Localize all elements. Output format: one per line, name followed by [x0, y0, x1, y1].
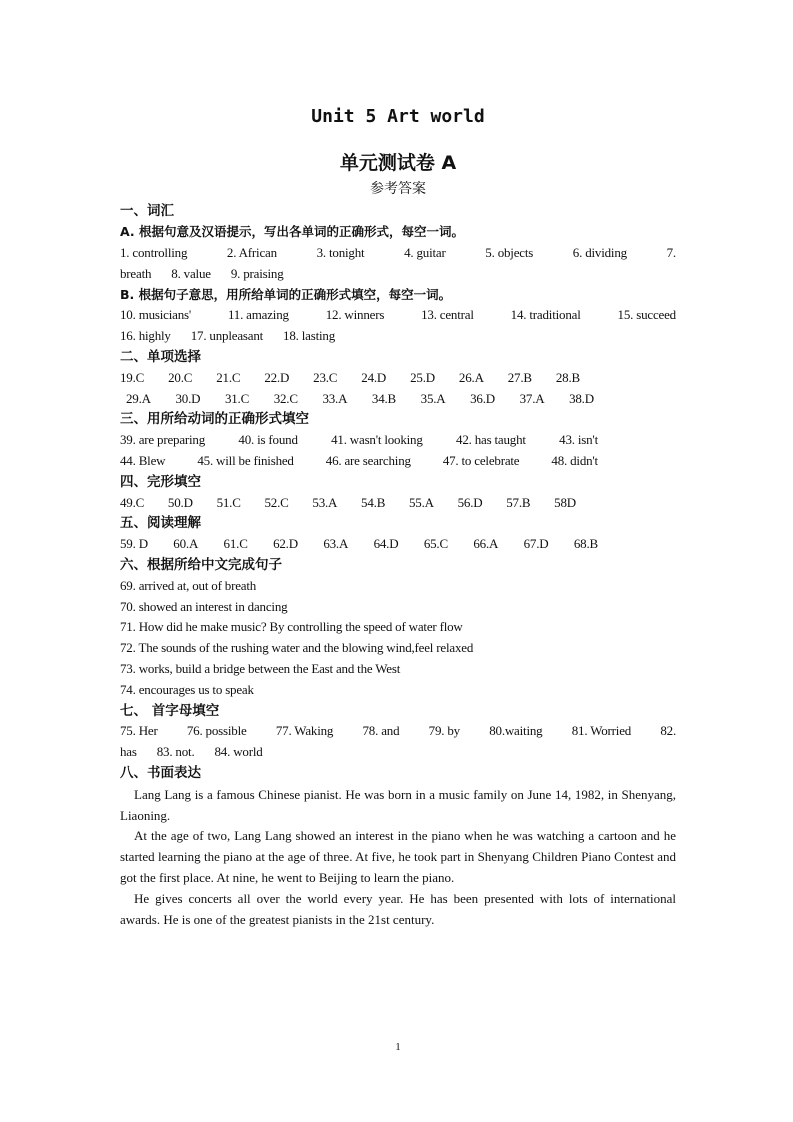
answer-item: 50.D: [167, 495, 193, 510]
answer-item: 10. musicians': [120, 307, 192, 322]
answer-item: 75. Her: [120, 723, 158, 738]
answer-line: 74. encourages us to speak: [120, 682, 254, 697]
answer-row: [120, 493, 576, 513]
answer-row: [120, 742, 676, 762]
answer-item: 84. world: [214, 744, 263, 759]
answer-item: 24.D: [361, 370, 387, 385]
answer-item: 81. Worried: [571, 723, 632, 738]
section-heading-multiple-choice: 二、单项选择: [120, 349, 201, 365]
answer-item: 49.C: [120, 495, 145, 510]
answer-row: [120, 721, 676, 741]
answer-item: 61.C: [223, 536, 248, 551]
answer-item: 5. objects: [485, 245, 534, 260]
answer-row: [120, 305, 676, 325]
answer-item: 64.D: [373, 536, 399, 551]
answer-item: breath: [120, 266, 152, 281]
answer-item: 34.B: [371, 391, 397, 406]
answer-item: 8. value: [171, 266, 211, 281]
answer-item: 79. by: [428, 723, 460, 738]
answer-row: [120, 451, 598, 471]
answer-item: 68.B: [573, 536, 598, 551]
answer-line: 69. arrived at, out of breath: [120, 578, 257, 593]
answer-item: 42. has taught: [456, 432, 526, 447]
answer-item: 40. is found: [238, 432, 298, 447]
answer-line: 70. showed an interest in dancing: [120, 599, 288, 614]
answer-item: 7.: [666, 245, 676, 260]
answer-item: 48. didn't: [551, 453, 598, 468]
answer-item: 19.C: [120, 370, 145, 385]
subsection-heading-b: B. 根据句子意思，用所给单词的正确形式填空，每空一词。: [120, 287, 452, 302]
answer-item: 6. dividing: [572, 245, 627, 260]
page-number: 1: [395, 1041, 401, 1053]
answer-item: 46. are searching: [325, 453, 411, 468]
answer-item: 15. succeed: [617, 307, 676, 322]
answer-item: 44. Blew: [120, 453, 166, 468]
answer-item: 66.A: [473, 536, 499, 551]
answer-item: 25.D: [410, 370, 435, 385]
answer-item: 13. central: [421, 307, 474, 322]
answer-item: 47. to celebrate: [442, 453, 520, 468]
section-heading-verb-forms: 三、用所给动词的正确形式填空: [120, 411, 309, 427]
answer-item: 62.D: [273, 536, 298, 551]
answer-item: 67.D: [523, 536, 549, 551]
answer-item: 33.A: [322, 391, 348, 406]
section-heading-translation: 六、根据所给中文完成句子: [120, 557, 282, 573]
answer-item: 29.A: [126, 391, 151, 406]
answer-item: 60.A: [173, 536, 199, 551]
answer-item: 41. wasn't looking: [331, 432, 423, 447]
essay-paragraph: Lang Lang is a famous Chinese pianist. He was born in a music family on June 14, 1982, in Shenyang, Liaoning.: [120, 787, 676, 823]
answer-item: 1. controlling: [120, 245, 188, 260]
answer-item: 32.C: [273, 391, 298, 406]
answer-item: 30.D: [175, 391, 201, 406]
answer-item: 55.A: [408, 495, 434, 510]
answer-item: 45. will be finished: [197, 453, 294, 468]
answer-item: 31.C: [224, 391, 250, 406]
answer-item: 82.: [660, 723, 676, 738]
answer-item: 17. unpleasant: [190, 328, 264, 343]
answer-row: [120, 534, 598, 554]
answer-item: 14. traditional: [510, 307, 581, 322]
answer-item: 3. tonight: [316, 245, 365, 260]
answer-item: 26.A: [458, 370, 484, 385]
answer-item: 23.C: [313, 370, 338, 385]
answer-item: 76. possible: [186, 723, 247, 738]
answer-item: 58D: [554, 495, 576, 510]
essay-paragraph: At the age of two, Lang Lang showed an interest in the piano when he was watching a cartoon and he started learning the piano at the age of three. At five, he took part in Shenyang Children Piano Contest and got the first place. At nine, he went to Beijing to learn the piano.: [120, 828, 676, 885]
answer-item: 51.C: [216, 495, 241, 510]
answer-item: 78. and: [362, 723, 400, 738]
answer-row: [120, 368, 580, 388]
answer-line: 73. works, build a bridge between the East and the West: [120, 661, 401, 676]
section-heading-cloze: 四、完形填空: [120, 474, 201, 490]
answer-item: 27.B: [507, 370, 532, 385]
answer-item: 57.B: [506, 495, 531, 510]
answer-line: 72. The sounds of the rushing water and the blowing wind,feel relaxed: [120, 640, 474, 655]
answer-item: 11. amazing: [227, 307, 289, 322]
test-paper-title: 单元测试卷 A: [339, 152, 457, 174]
answer-item: 43. isn't: [559, 432, 598, 447]
answer-item: 12. winners: [325, 307, 385, 322]
section-heading-vocabulary: 一、词汇: [120, 203, 174, 219]
answer-item: 9. praising: [230, 266, 284, 281]
answer-item: 28.B: [555, 370, 580, 385]
answer-item: 38.D: [569, 391, 594, 406]
answer-item: 36.D: [470, 391, 495, 406]
essay-paragraph: He gives concerts all over the world every year. He has been presented with lots of international awards. He is one of the greatest pianists in the 21st century.: [120, 891, 676, 927]
subsection-heading-a: A. 根据句意及汉语提示，写出各单词的正确形式，每空一词。: [120, 224, 465, 239]
answer-item: 77. Waking: [275, 723, 334, 738]
answer-item: 65.C: [423, 536, 448, 551]
answer-item: 39. are preparing: [120, 432, 206, 447]
answer-item: 52.C: [264, 495, 289, 510]
answer-item: 83. not.: [156, 744, 195, 759]
answer-row: [120, 264, 676, 284]
answer-item: 20.C: [168, 370, 193, 385]
answer-item: 35.A: [420, 391, 446, 406]
answer-item: 22.D: [264, 370, 290, 385]
answer-item: 18. lasting: [283, 328, 335, 343]
answer-row: [120, 430, 598, 450]
answer-line: 71. How did he make music? By controlling the speed of water flow: [120, 619, 463, 634]
answer-key-label: 参考答案: [370, 181, 426, 197]
answer-item: 16. highly: [120, 328, 171, 343]
answer-item: 80.waiting: [489, 723, 543, 738]
answer-item: 63.A: [323, 536, 349, 551]
answer-item: 53.A: [312, 495, 338, 510]
page-title: Unit 5 Art world: [311, 106, 485, 127]
answer-item: 37.A: [519, 391, 545, 406]
answer-item: 54.B: [361, 495, 386, 510]
answer-item: 59. D: [120, 536, 148, 551]
answer-item: 21.C: [216, 370, 241, 385]
answer-item: 4. guitar: [404, 245, 446, 260]
answer-row: [126, 389, 594, 409]
section-heading-initial-letters: 七、 首字母填空: [120, 703, 220, 719]
answer-item: has: [120, 744, 137, 759]
answer-row: [120, 326, 676, 346]
answer-item: 56.D: [457, 495, 483, 510]
section-heading-writing: 八、书面表达: [120, 765, 201, 781]
answer-row: [120, 243, 676, 263]
answer-item: 2. African: [226, 245, 277, 260]
section-heading-reading: 五、阅读理解: [120, 515, 201, 531]
